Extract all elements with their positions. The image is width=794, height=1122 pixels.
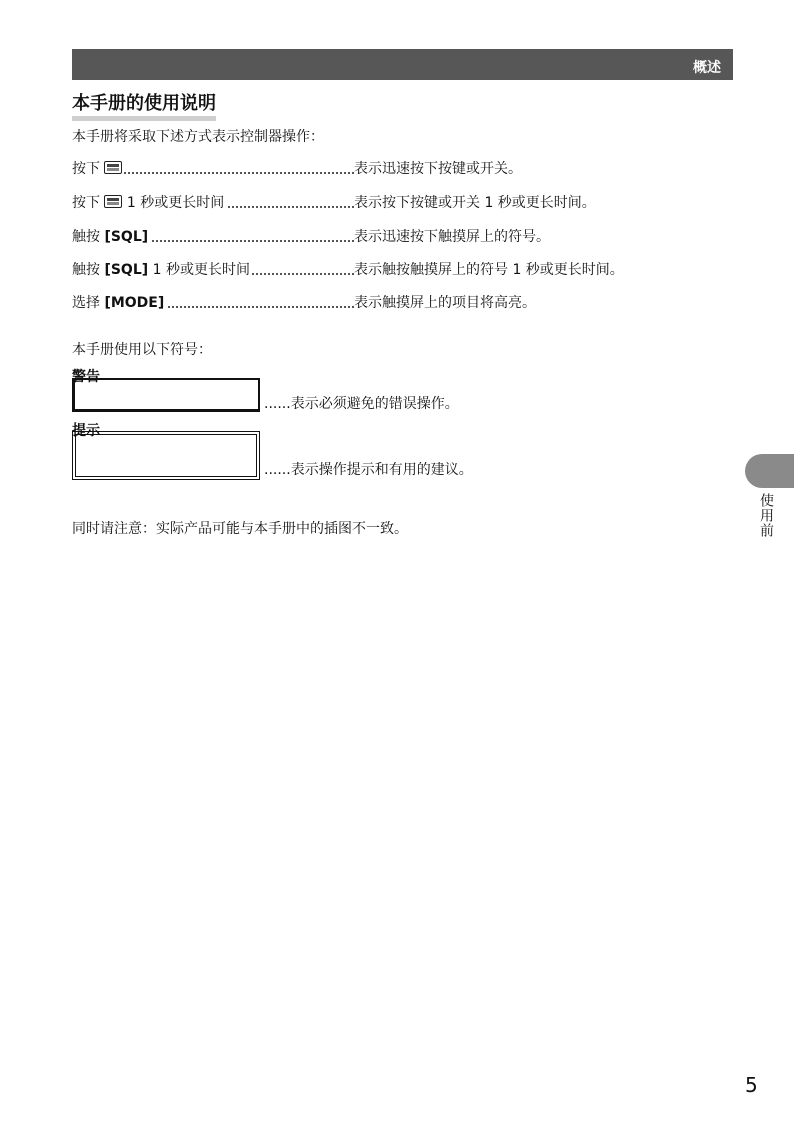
page-number: 5 [745,1073,758,1097]
operation-row [72,227,672,247]
operation-prefix: 按下 [72,161,100,177]
operation-row [72,159,672,179]
disp-button-icon [104,195,122,208]
operation-row [72,260,672,280]
operation-row [72,293,672,313]
side-tab-label: 使用前 [758,493,774,538]
hint-box [72,431,260,480]
operation-prefix: 按下 [72,195,100,211]
operation-key: [SQL] [104,262,149,278]
operation-suffix: 1 秒或更长时间 [152,262,250,278]
operation-prefix: 触按 [72,262,100,278]
operation-prefix: 选择 [72,295,100,311]
operation-suffix: 1 秒或更长时间 [126,195,225,211]
operation-desc: 表示迅速按下按键或开关。 [354,161,522,177]
operation-row [72,193,672,213]
note-text: 同时请注意：实际产品可能与本手册中的插图不一致。 [72,521,408,537]
warning-label: 警告 [72,369,100,385]
intro-text: 本手册将采取下述方式表示控制器操作： [72,129,324,145]
symbols-intro: 本手册使用以下符号： [72,342,212,358]
operation-key: [MODE] [104,295,165,311]
hint-label: 提示 [72,423,100,439]
hint-desc: ......表示操作提示和有用的建议。 [264,462,473,478]
operation-desc: 表示迅速按下触摸屏上的符号。 [354,229,550,245]
disp-button-icon [104,161,122,174]
header-bar [72,49,733,80]
operation-desc: 表示按下按键或开关 1 秒或更长时间。 [354,195,596,211]
operation-prefix: 触按 [72,229,100,245]
side-tab [745,454,794,488]
operation-key: [SQL] [104,229,149,245]
warning-box [72,378,260,412]
operation-desc: 表示触摸屏上的项目将高亮。 [354,295,536,311]
operation-desc: 表示触按触摸屏上的符号 1 秒或更长时间。 [354,262,624,278]
warning-desc: ......表示必须避免的错误操作。 [264,396,459,412]
section-title: 概述 [693,60,721,76]
page-title: 本手册的使用说明 [72,94,216,121]
